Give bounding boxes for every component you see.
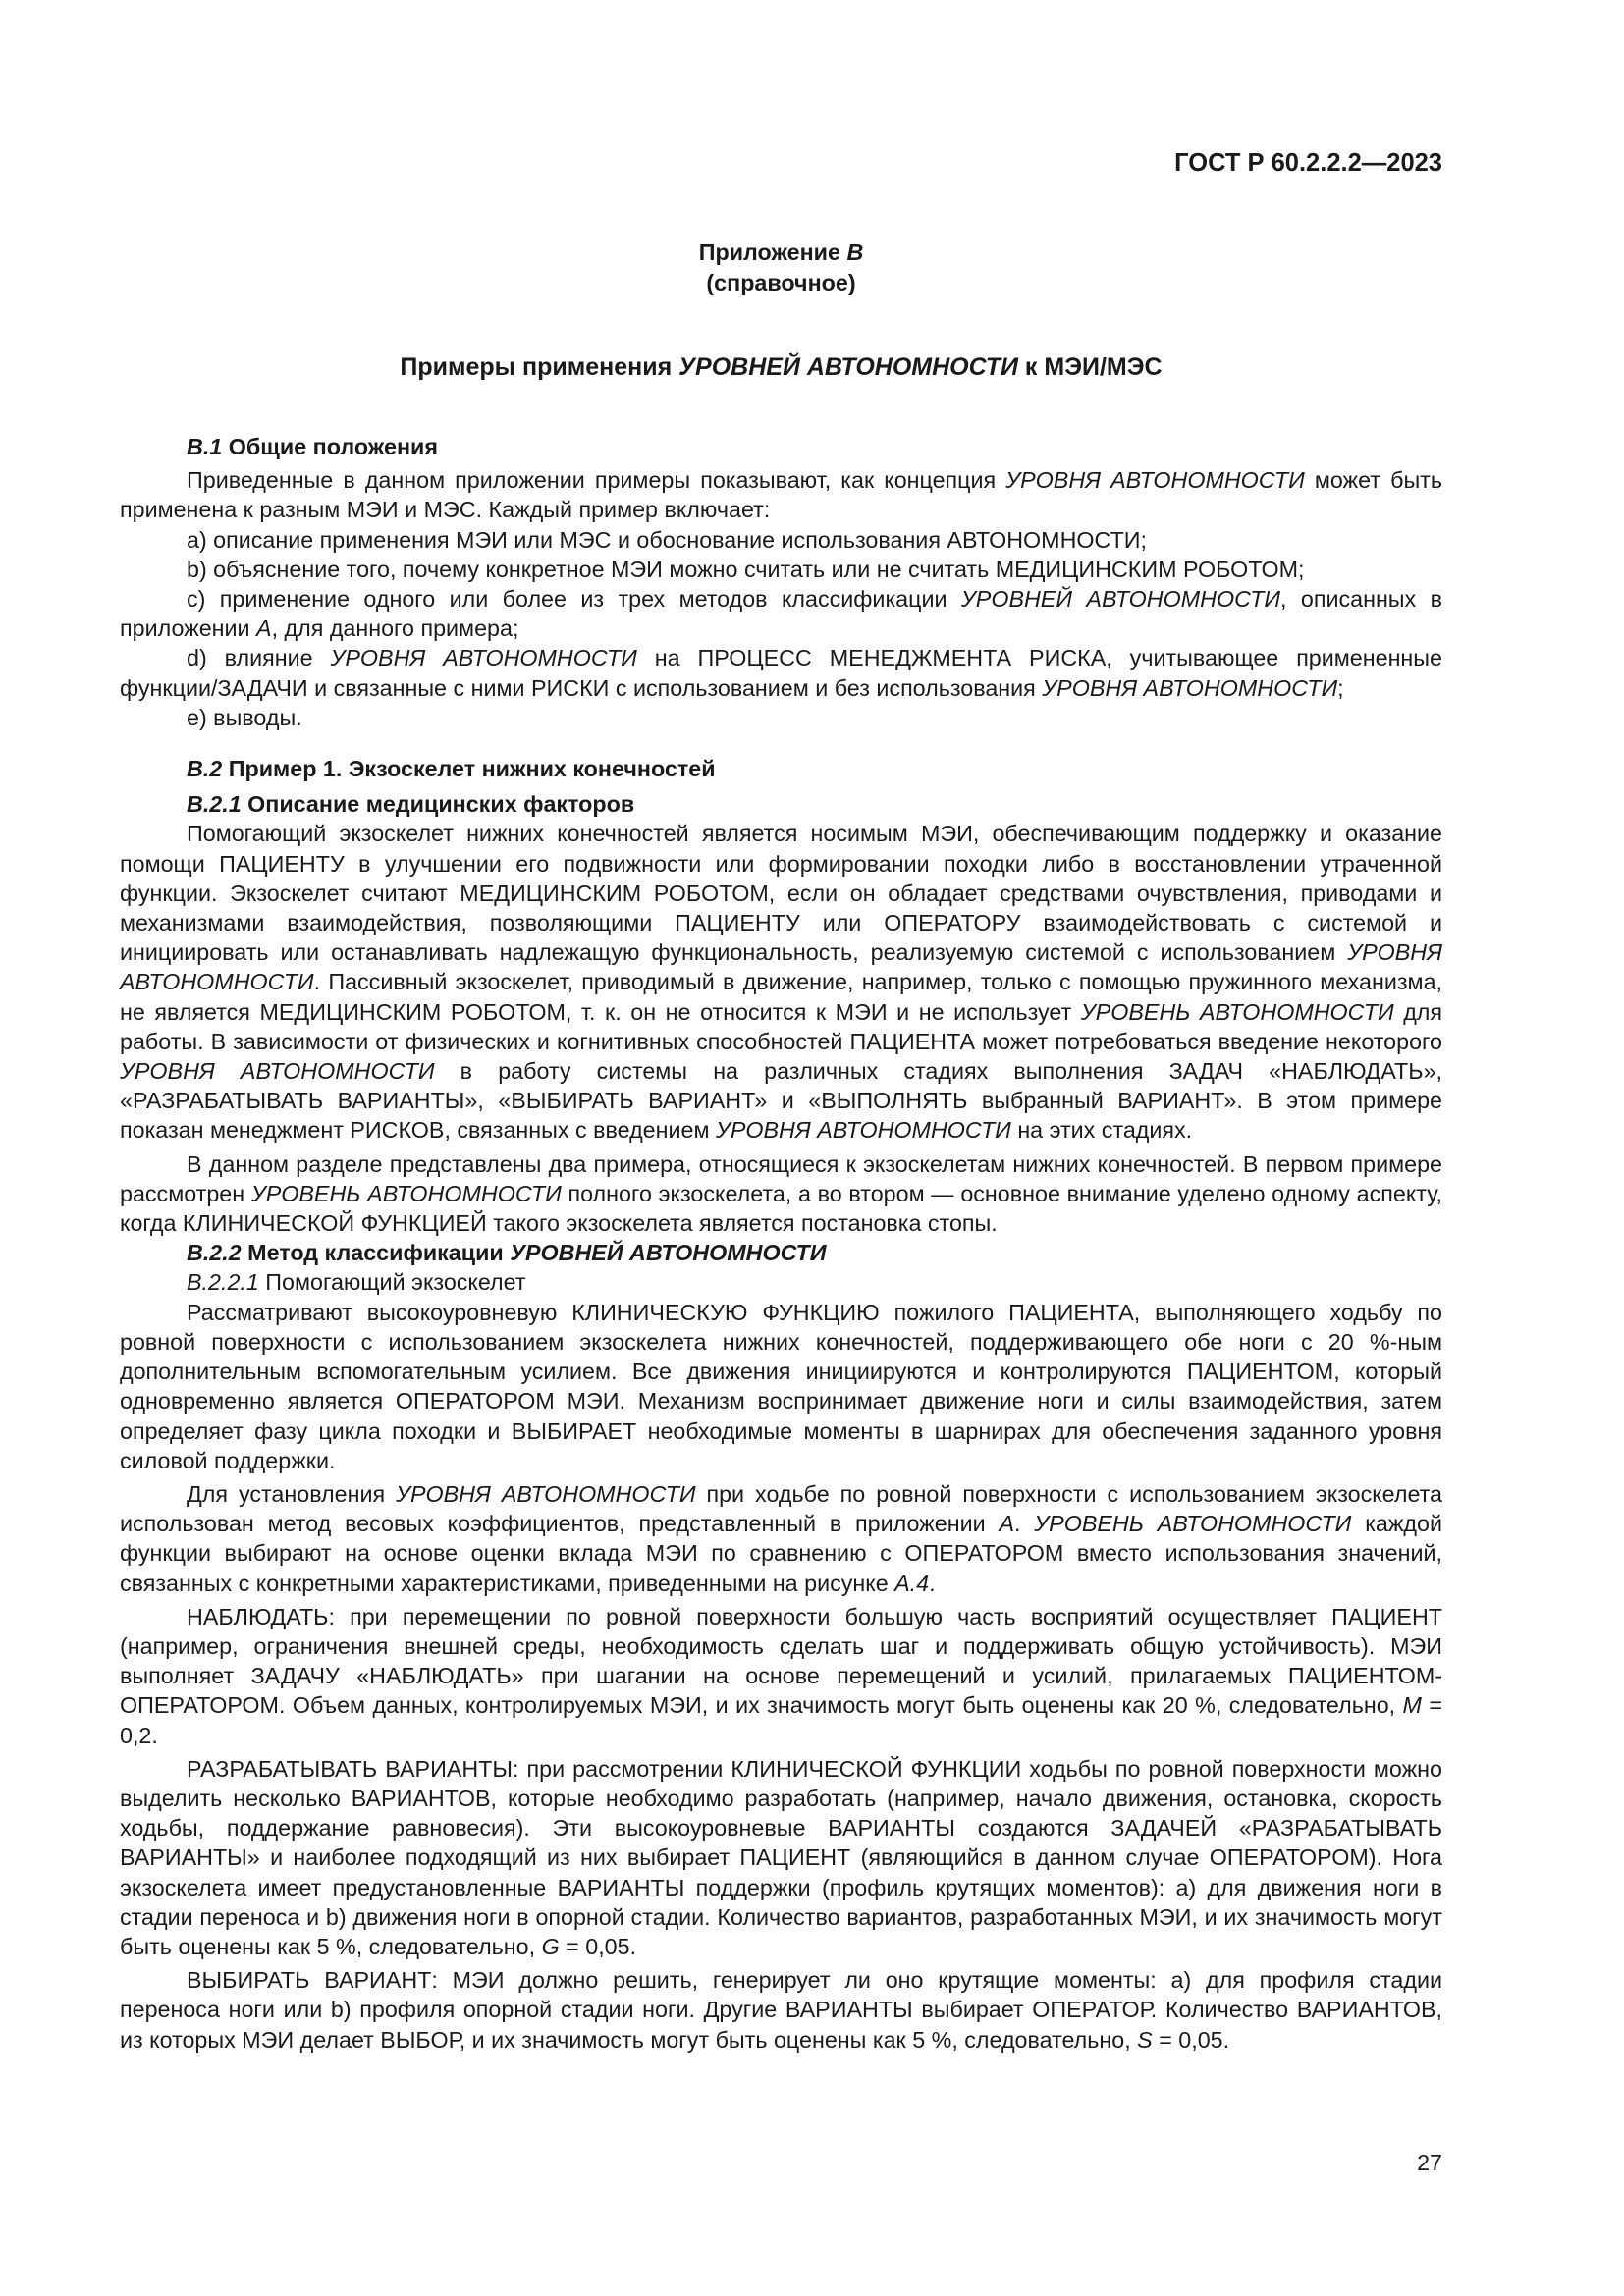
section-heading-b2: В.2 Пример 1. Экзоскелет нижних конечностей <box>187 756 716 782</box>
paragraph: Для установления УРОВНЯ АВТОНОМНОСТИ при ходьбе по ровной поверхности с использованием экзоскелета использован метод весовых коэффициентов, представленный в приложении А. УРОВЕНЬ АВТОНОМНОСТИ каждой функции выбирают на основе оценки вклада МЭИ по сравнению с ОПЕРАТОРОМ вместо использования значений, связанных с конкретными характеристиками, приведенными на рисунке А.4. <box>120 1480 1442 1596</box>
paragraph: Помогающий экзоскелет нижних конечностей является носимым МЭИ, обеспечивающим поддержку и оказание помощи ПАЦИЕНТУ в улучшении его подвижности или формировании походки либо в восстановлении утраченной функции. Экзоскелет считают МЕДИЦИНСКИМ РОБОТОМ, если он обладает средствами очувствления, приводами и механизмами взаимодействия, позволяющими ПАЦИЕНТУ или ОПЕРАТОРУ взаимодействовать с системой и инициировать или останавливать надлежащую функциональность, реализуемую системой с использованием УРОВНЯ АВТОНОМНОСТИ. Пассивный экзоскелет, приводимый в движение, например, только с помощью пружинного механизма, не является МЕДИЦИНСКИМ РОБОТОМ, т. к. он не относится к МЭИ и не использует УРОВЕНЬ АВТОНОМНОСТИ для работы. В зависимости от физических и когнитивных способностей ПАЦИЕНТА может потребоваться введение некоторого УРОВНЯ АВТОНОМНОСТИ в работу системы на различных стадиях выполнения ЗАДАЧ «НАБЛЮДАТЬ», «РАЗРАБАТЫВАТЬ ВАРИАНТЫ», «ВЫБИРАТЬ ВАРИАНТ» и «ВЫПОЛНЯТЬ выбранный ВАРИАНТ». В этом примере показан менеджмент РИСКОВ, связанных с введением УРОВНЯ АВТОНОМНОСТИ на этих стадиях. <box>120 821 1443 1144</box>
paragraph: РАЗРАБАТЫВАТЬ ВАРИАНТЫ: при рассмотрении КЛИНИЧЕСКОЙ ФУНКЦИИ ходьбы по ровной поверхности можно выделить несколько ВАРИАНТОВ, которые необходимо разработать (например, начало движения, остановка, скорость ходьбы, поддержание равновесия). Эти высокоуровневые ВАРИАНТЫ создаются ЗАДАЧЕЙ «РАЗРАБАТЫВАТЬ ВАРИАНТЫ» и наиболее подходящий из них выбирает ПАЦИЕНТ (являющийся в данном случае ОПЕРАТОРОМ). Нога экзоскелета имеет предустановленные ВАРИАНТЫ поддержки (профиль крутящих моментов): a) для движения ноги в стадии переноса и b) движения ноги в опорной стадии. Количество вариантов, разработанных МЭИ, и их значимость могут быть оценены как 5 %, следовательно, G = 0,05. <box>120 1755 1442 1959</box>
appendix-heading: Примеры применения УРОВНЕЙ АВТОНОМНОСТИ к МЭИ/МЭС <box>400 353 1163 381</box>
paragraph: Рассматривают высокоуровневую КЛИНИЧЕСКУЮ ФУНКЦИЮ пожилого ПАЦИЕНТА, выполняющего ходьбу по ровной поверхности с использованием экзоскелета нижних конечностей, поддерживающего обе ноги с 20 %-ным дополнительным вспомогательным усилием. Все движения инициируются и контролируются ПАЦИЕНТОМ, который одновременно является ОПЕРАТОРОМ МЭИ. Механизм воспринимает движение ноги и силы взаимодействия, затем определяет фазу цикла походки и ВЫБИРАЕТ необходимые моменты в шарнирах для обеспечения заданного уровня силовой поддержки. <box>120 1299 1442 1473</box>
list-item-a: a) описание применения МЭИ или МЭС и обоснование использования АВТОНОМНОСТИ; <box>187 526 1148 553</box>
section-heading-b221: В.2.2.1 Помогающий экзоскелет <box>187 1269 526 1296</box>
standard-code: ГОСТ Р 60.2.2.2—2023 <box>1174 149 1442 177</box>
paragraph: НАБЛЮДАТЬ: при перемещении по ровной поверхности большую часть восприятий осуществляет ПАЦИЕНТ (например, ограничения внешней среды, необходимость сделать шаг и поддерживать общую устойчивость). МЭИ выполняет ЗАДАЧУ «НАБЛЮДАТЬ» при шагании на основе перемещений и усилий, прилагаемых ПАЦИЕНТОМ-ОПЕРАТОРОМ. Объем данных, контролируемых МЭИ, и их значимость могут быть оценены как 20 %, следовательно, М = 0,2. <box>120 1603 1442 1748</box>
page-number: 27 <box>1417 2150 1442 2175</box>
list-item-d: d) влияние УРОВНЯ АВТОНОМНОСТИ на ПРОЦЕСС МЕНЕДЖМЕНТА РИСКА, учитывающее примененные функции/ЗАДАЧИ и связанные с ними РИСКИ с использованием и без использования УРОВНЯ АВТОНОМНОСТИ; <box>120 645 1443 701</box>
appendix-title: Приложение В <box>698 240 864 265</box>
section-heading-b21: В.2.1 Описание медицинских факторов <box>187 791 635 818</box>
list-item-e: e) выводы. <box>187 704 302 730</box>
paragraph: ВЫБИРАТЬ ВАРИАНТ: МЭИ должно решить, генерирует ли оно крутящие моменты: a) для профиля стадии переноса ноги или b) профиля опорной стадии ноги. Другие ВАРИАНТЫ выбирает ОПЕРАТОР. Количество ВАРИАНТОВ, из которых МЭИ делает ВЫБОР, и их значимость могут быть оценены как 5 %, следовательно, S = 0,05. <box>120 1967 1442 2053</box>
section-heading-b1: В.1 Общие положения <box>187 434 438 459</box>
paragraph: В данном разделе представлены два примера, относящиеся к экзоскелетам нижних конечностей. В первом примере рассмотрен УРОВЕНЬ АВТОНОМНОСТИ полного экзоскелета, а во втором — основное внимание уделено одному аспекту, когда КЛИНИЧЕСКОЙ ФУНКЦИЕЙ такого экзоскелета является постановка стопы. <box>120 1150 1442 1237</box>
list-item-c: c) применение одного или более из трех методов классификации УРОВНЕЙ АВТОНОМНОСТИ, описанных в приложении А, для данного примера; <box>120 586 1442 642</box>
appendix-status: (справочное) <box>706 270 856 295</box>
list-item-b: b) объяснение того, почему конкретное МЭИ можно считать или не считать МЕДИЦИНСКИМ РОБОТОМ; <box>187 556 1305 582</box>
paragraph: Приведенные в данном приложении примеры показывают, как концепция УРОВНЯ АВТОНОМНОСТИ может быть применена к разным МЭИ и МЭС. Каждый пример включает: <box>120 467 1442 523</box>
section-heading-b22: В.2.2 Метод классификации УРОВНЕЙ АВТОНОМНОСТИ <box>187 1240 827 1266</box>
